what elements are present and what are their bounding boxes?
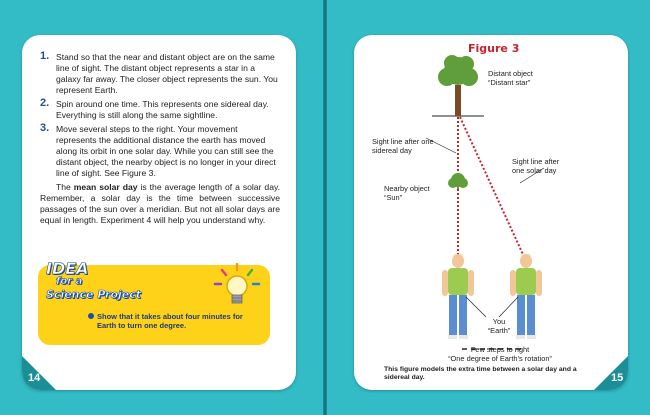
step-2 [40, 99, 280, 121]
step-text: Move several steps to the right. Your movement represents the additional distance the earth has moved along its orbit in one solar day. While you can still see the distant object, the nearby object is no longer in your direct line of sight. See Figure 3. [56, 124, 276, 178]
step-text: Spin around one time. This represents one sidereal day. Everything is still along the same sightline. [56, 99, 269, 120]
label-solar-line2: one solar day [512, 165, 557, 175]
book-spine [323, 0, 327, 415]
label-distant-star: “Distant star” [488, 77, 531, 87]
label-nearby-object [384, 185, 430, 202]
label-sun: “Sun” [384, 192, 403, 202]
label-you-line1: You [492, 317, 506, 326]
nearby-object-bush [448, 173, 468, 188]
label-nearby-object-line1: Nearby object [384, 184, 430, 193]
label-earth: “Earth” [487, 325, 511, 335]
step-1 [40, 52, 280, 96]
idea-title-line3: Science Project [46, 288, 142, 301]
label-few-steps [420, 346, 580, 363]
mean-solar-day-term: mean solar day [73, 182, 138, 192]
sight-line-solar [460, 117, 526, 261]
idea-title [46, 259, 142, 301]
bullet-icon [88, 313, 94, 319]
label-sidereal-line2: sidereal day [372, 145, 412, 155]
label-distant-object-line1: Distant object [488, 69, 533, 78]
label-you [482, 318, 516, 335]
label-sight-line-solar [512, 158, 559, 175]
figure-title: Figure 3 [468, 42, 520, 55]
label-one-degree: “One degree of Earth’s rotation” [448, 353, 552, 363]
label-few-steps-line1: Few steps to right [470, 345, 530, 354]
para-prefix: The [56, 182, 71, 192]
lightbulb-icon [212, 262, 262, 310]
step-number: 3. [40, 122, 50, 134]
idea-title-line1: IDEA [46, 259, 89, 278]
tree-trunk [455, 85, 461, 116]
step-text: Stand so that the near and distant object are on the same line of sight. The distant object represents a star in a galaxy far away. The closer object represents the sun. You represent Earth. [56, 52, 278, 95]
step-number: 2. [40, 97, 50, 109]
para-rest: is the average length of a solar day. Remember, a solar day is the time between successive passages of the sun over a meridian. But not all solar days are equal in length. Experiment 4 will help you understand why. [40, 182, 281, 225]
distant-star-tree [438, 55, 478, 86]
figure-caption: This figure models the extra time between a solar day and a sidereal day. [384, 366, 577, 381]
label-sidereal-line1: Sight line after one [372, 137, 434, 146]
label-sight-line-sidereal [372, 138, 434, 155]
page-number-right: 15 [611, 372, 624, 384]
page-number-left: 14 [28, 372, 41, 384]
left-page-text [40, 52, 280, 228]
person-left [442, 253, 474, 339]
step-number: 1. [40, 50, 50, 62]
label-distant-object [488, 70, 533, 87]
step-3 [40, 124, 280, 179]
idea-task [88, 312, 247, 330]
label-solar-line1: Sight line after [512, 157, 560, 166]
idea-title-line2: for a [56, 276, 83, 287]
idea-task-text: Show that it takes about four minutes for Earth to turn one degree. [97, 312, 243, 330]
mean-solar-day-paragraph [40, 182, 280, 226]
